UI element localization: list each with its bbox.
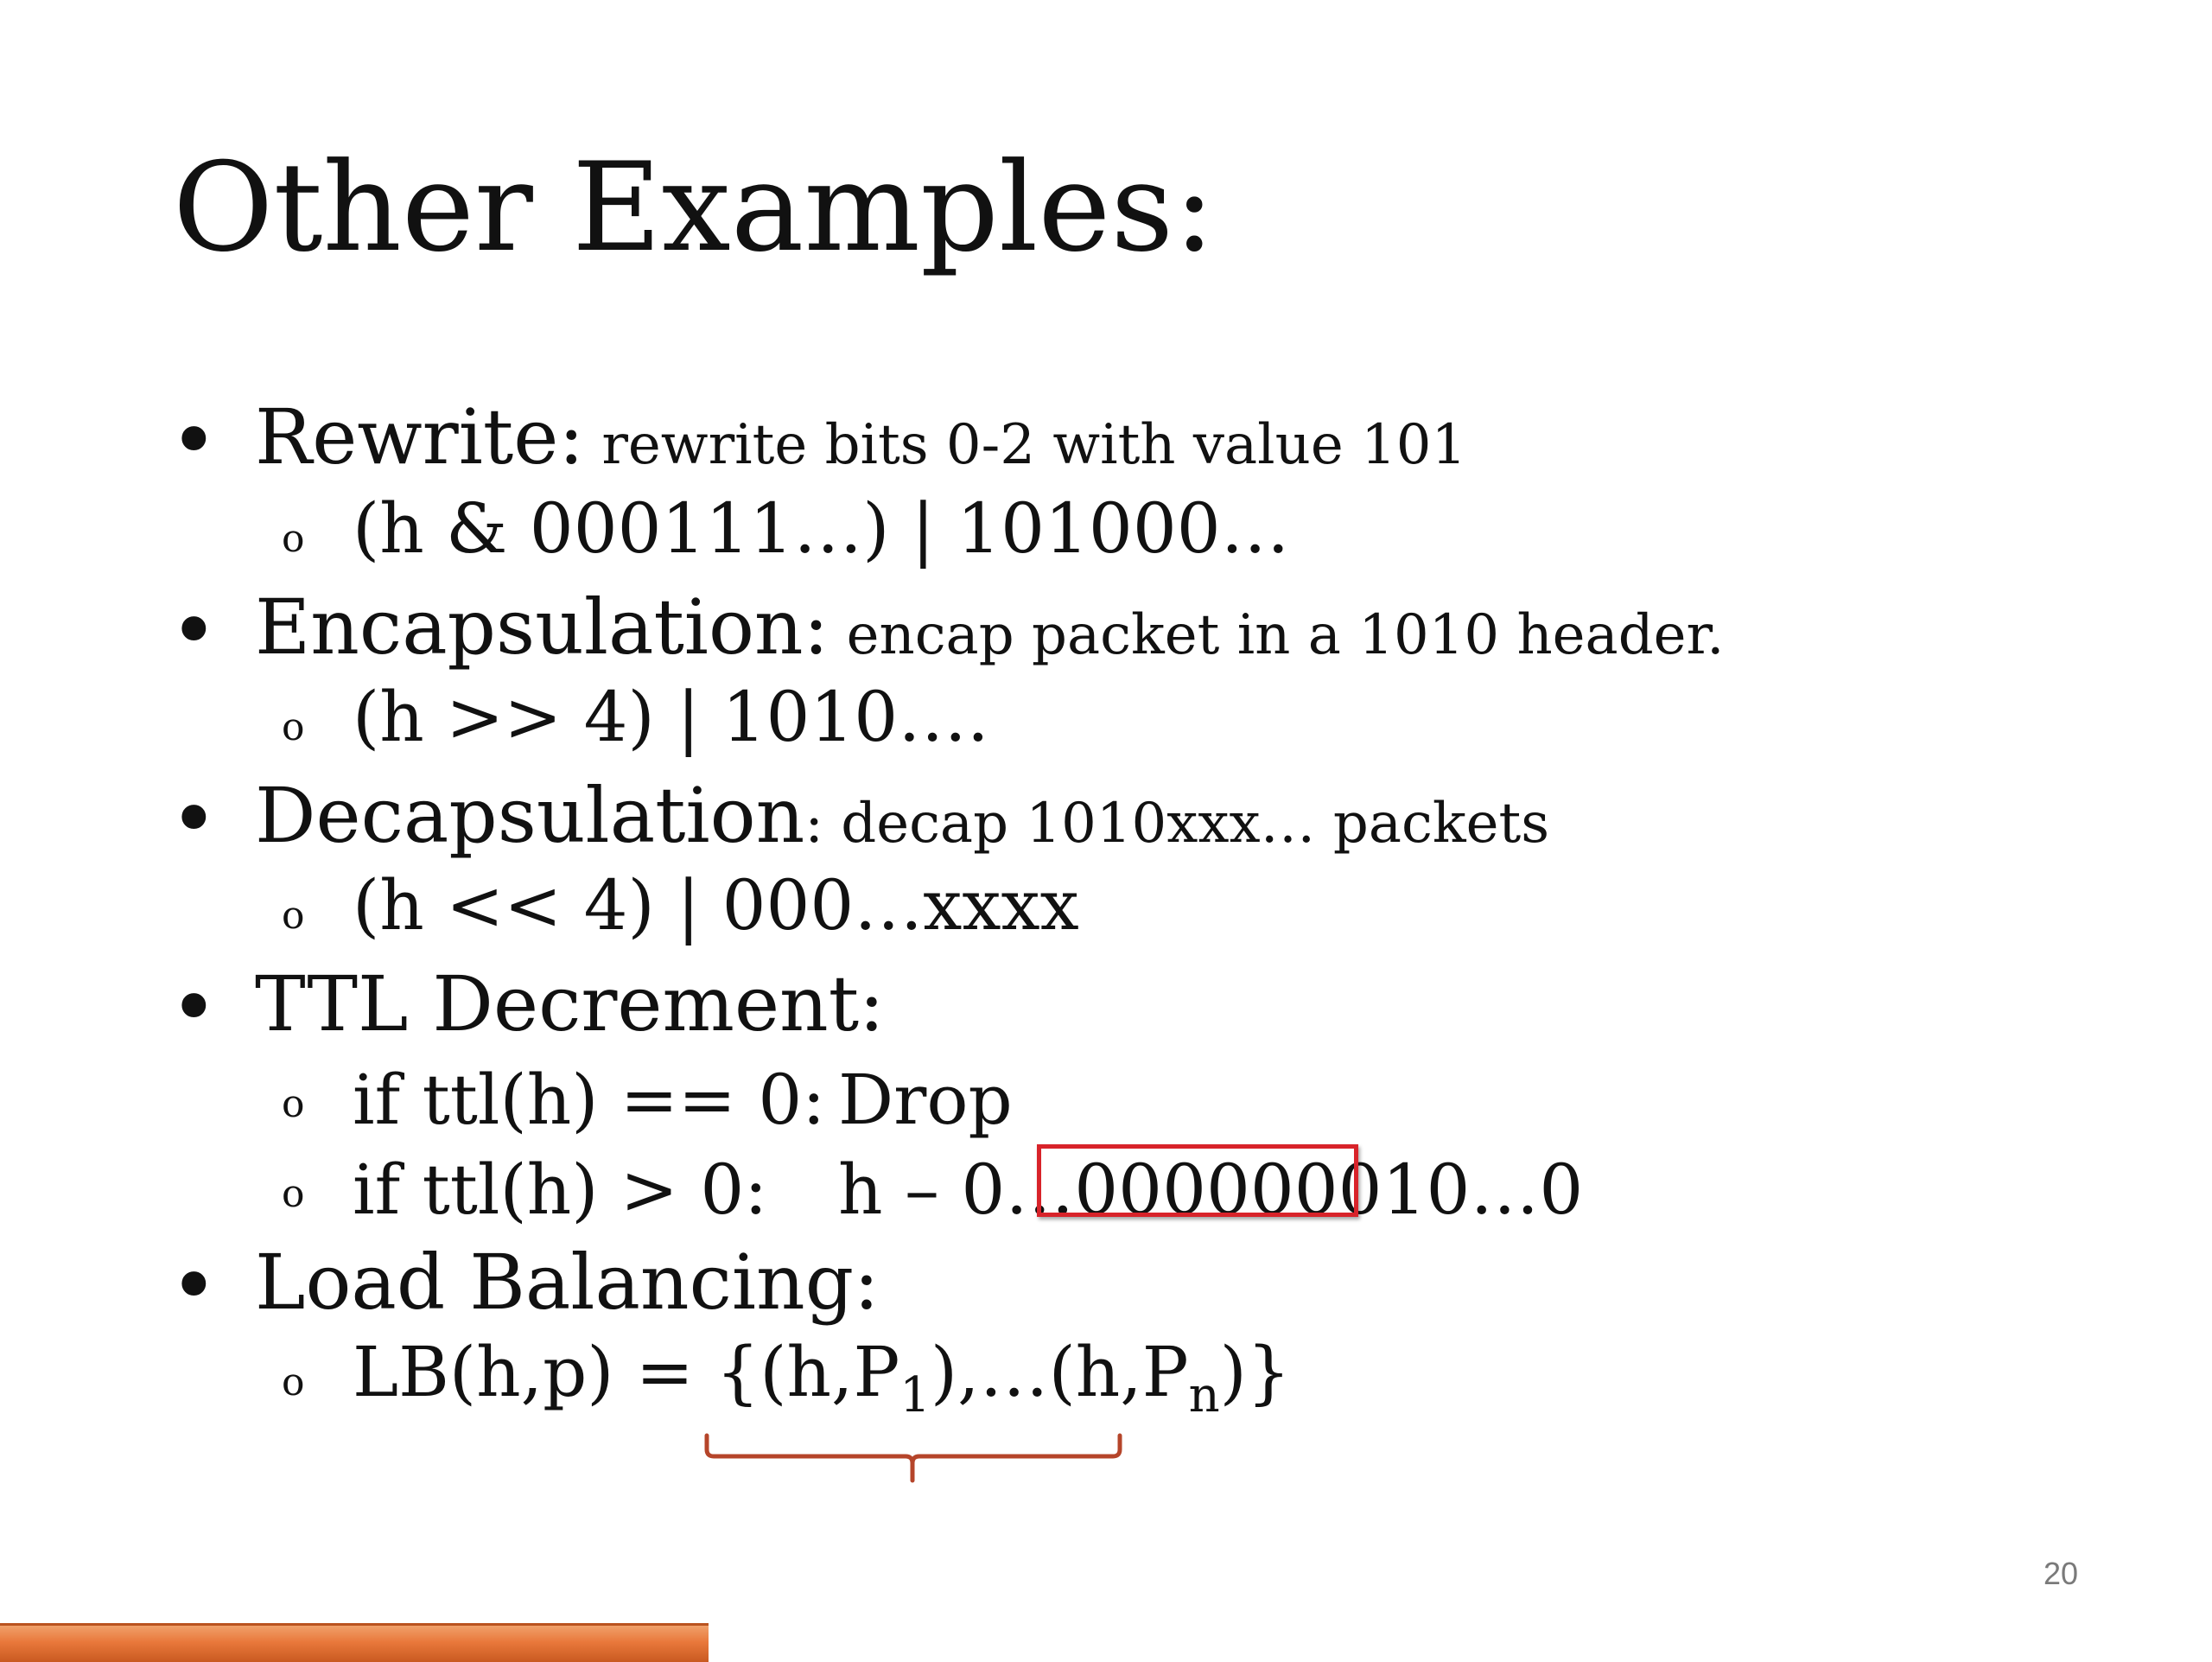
- item-description: encap packet in a 1010 header.: [829, 603, 1725, 667]
- subscript-n: n: [1188, 1367, 1220, 1423]
- formula-decapsulation: (h << 4) | 000…xxxx: [353, 865, 1079, 946]
- formula-load-balancing: [353, 1332, 1291, 1423]
- formula-suffix: )}: [1219, 1332, 1291, 1412]
- item-rewrite: [255, 392, 1467, 481]
- highlight-box: [1037, 1144, 1358, 1217]
- subscript-1: 1: [899, 1367, 931, 1423]
- ttl-condition-zero: if ttl(h) == 0:: [353, 1060, 826, 1140]
- sub-bullet-icon: o: [282, 894, 305, 938]
- sub-bullet-icon: o: [282, 517, 305, 561]
- item-decapsulation: [255, 771, 1550, 860]
- item-description: : decap 1010xxx… packets: [804, 792, 1550, 856]
- item-encapsulation: [255, 583, 1725, 672]
- formula-encapsulation: (h >> 4) | 1010….: [353, 677, 989, 757]
- item-heading: Decapsulation: [255, 771, 805, 860]
- bullet-icon: •: [169, 959, 219, 1056]
- bullet-icon: •: [169, 392, 219, 489]
- bullet-icon: •: [169, 583, 219, 679]
- formula-prefix: LB(h,p) = {(h,P: [353, 1332, 900, 1412]
- bullet-icon: •: [169, 1238, 219, 1334]
- sub-bullet-icon: o: [282, 1082, 305, 1126]
- sub-bullet-icon: o: [282, 1360, 305, 1404]
- item-description: rewrite bits 0-2 with value 101: [583, 413, 1467, 477]
- ttl-action-drop: Drop: [838, 1060, 1013, 1140]
- item-load-balancing: [255, 1238, 880, 1327]
- sub-bullet-icon: o: [282, 705, 305, 749]
- ttl-action-decrement: h – 0…000000010…0: [838, 1149, 1584, 1230]
- sub-bullet-icon: o: [282, 1172, 305, 1216]
- item-heading: Encapsulation:: [255, 583, 830, 672]
- ttl-condition-positive: if ttl(h) > 0:: [353, 1149, 768, 1230]
- item-heading: TTL Decrement:: [255, 959, 885, 1048]
- curly-brace-icon: [700, 1430, 1132, 1491]
- formula-middle: ),…(h,P: [930, 1332, 1189, 1412]
- page-number: 20: [2043, 1556, 2078, 1591]
- item-heading: Load Balancing:: [255, 1238, 880, 1327]
- formula-rewrite: (h & 000111…) | 101000…: [353, 488, 1290, 569]
- item-heading: Rewrite:: [255, 392, 584, 481]
- item-ttl-decrement: [255, 959, 885, 1048]
- bullet-icon: •: [169, 771, 219, 868]
- slide-title: Other Examples:: [173, 137, 1216, 279]
- footer-accent-bar: [0, 1623, 709, 1662]
